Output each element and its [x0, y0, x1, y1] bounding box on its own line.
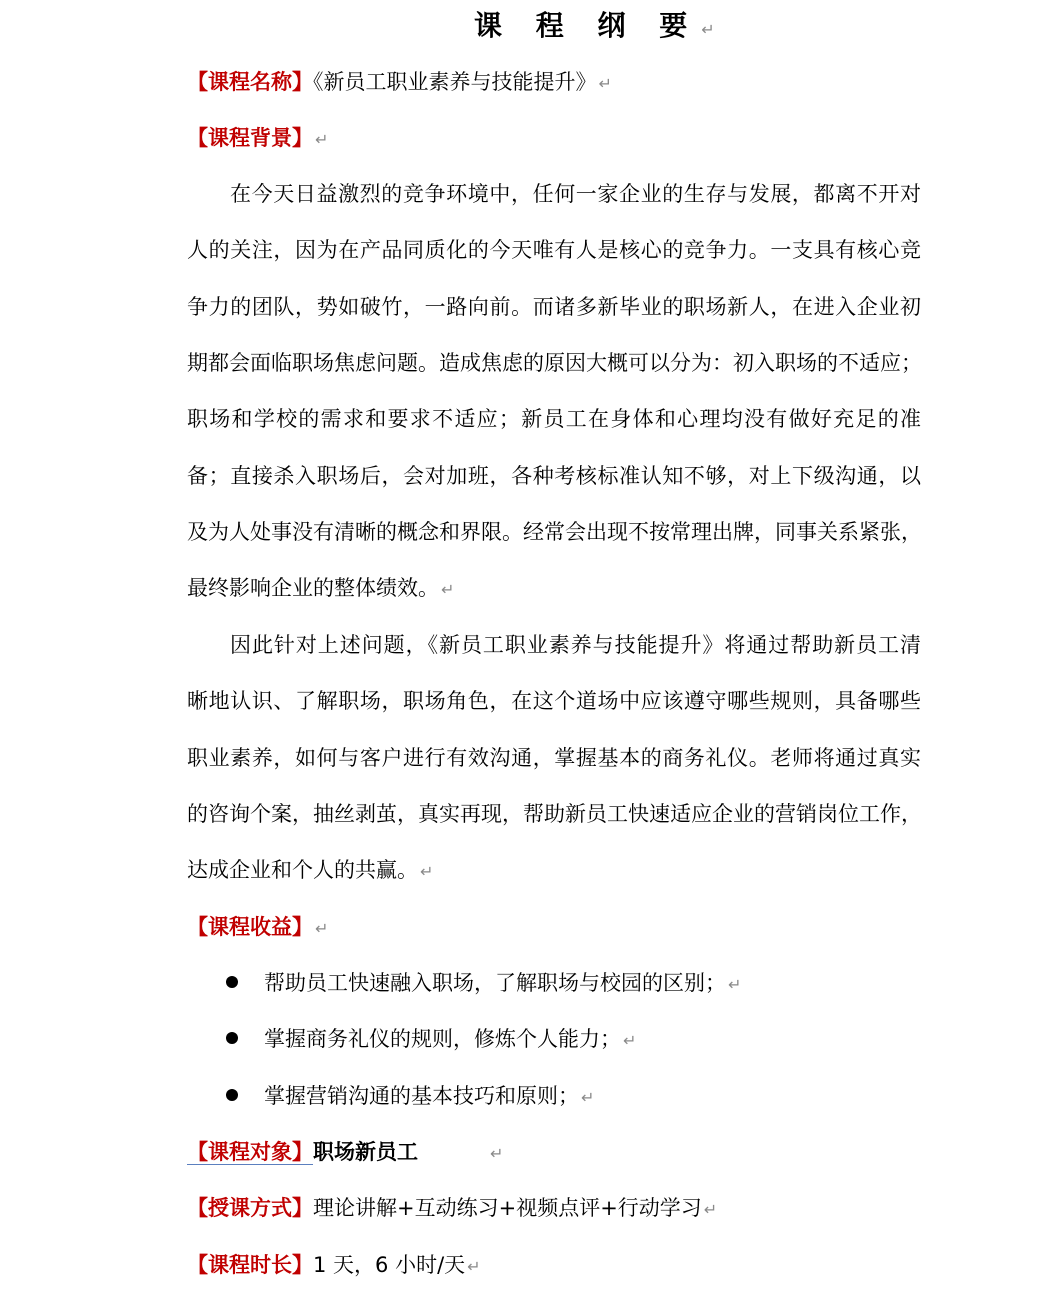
duration-row [187, 1245, 481, 1285]
document-title: 课 程 纲 要 ↵ [474, 9, 715, 42]
course-name-label: 【课程名称】 [187, 70, 313, 94]
duration-value: 1 天，6 小时/天 [313, 1253, 466, 1277]
paragraph-line: 晰地认识、了解职场，职场角色，在这个道场中应该遵守哪些规则，具备哪些 [187, 689, 921, 713]
paragraph-mark-icon: ↵ [728, 975, 742, 994]
benefit-list-item: 帮助员工快速融入职场，了解职场与校园的区别； ↵ [226, 963, 741, 1003]
paragraph-line: 人的关注，因为在产品同质化的今天唯有人是核心的竞争力。一支具有核心竞 [187, 238, 921, 262]
paragraph-line: 职业素养，如何与客户进行有效沟通，掌握基本的商务礼仪。老师将通过真实 [187, 746, 921, 770]
method-value: 理论讲解+互动练习+视频点评+行动学习 [313, 1196, 702, 1220]
paragraph-line: 的咨询个案，抽丝剥茧，真实再现，帮助新员工快速适应企业的营销岗位工作， [187, 802, 922, 826]
benefits-heading-row [187, 907, 328, 947]
paragraph-mark-icon: ↵ [701, 20, 715, 39]
benefit-list-item: 掌握营销沟通的基本技巧和原则； ↵ [226, 1076, 594, 1116]
bullet-icon [226, 976, 238, 988]
paragraph-mark-icon: ↵ [315, 919, 329, 938]
paragraph-line-last: 达成企业和个人的共赢。 ↵ [187, 858, 434, 882]
audience-row [187, 1132, 503, 1172]
paragraph-mark-icon: ↵ [581, 1088, 595, 1107]
paragraph-line: 职场和学校的需求和要求不适应；新员工在身体和心理均没有做好充足的准 [187, 407, 921, 431]
course-name-value: 《新员工职业素养与技能提升》 [313, 70, 597, 94]
background-label: 【课程背景】 [187, 126, 313, 150]
benefits-label: 【课程收益】 [187, 915, 313, 939]
paragraph-mark-icon: ↵ [490, 1144, 504, 1163]
paragraph-line: 及为人处事没有清晰的概念和界限。经常会出现不按常理出牌，同事关系紧张， [187, 520, 922, 544]
method-row [187, 1188, 717, 1228]
paragraph-mark-icon: ↵ [703, 1200, 718, 1219]
paragraph-mark-icon: ↵ [315, 130, 329, 149]
paragraph-line: 争力的团队，势如破竹，一路向前。而诸多新毕业的职场新人，在进入企业初 [187, 295, 921, 319]
duration-label: 【课程时长】 [187, 1253, 313, 1277]
paragraph-line: 在今天日益激烈的竞争环境中，任何一家企业的生存与发展，都离不开对 [230, 182, 921, 206]
paragraph-mark-icon: ↵ [598, 74, 612, 93]
paragraph-line: 因此针对上述问题，《新员工职业素养与技能提升》将通过帮助新员工清 [230, 633, 921, 657]
audience-label: 【课程对象】 [187, 1140, 313, 1164]
paragraph-line: 期都会面临职场焦虑问题。造成焦虑的原因大概可以分为：初入职场的不适应； [187, 351, 922, 375]
paragraph-line-last: 最终影响企业的整体绩效。 ↵ [187, 576, 455, 600]
audience-value: 职场新员工 [313, 1140, 418, 1164]
benefit-list-item: 掌握商务礼仪的规则，修炼个人能力； ↵ [226, 1019, 636, 1059]
bullet-icon [226, 1089, 238, 1101]
paragraph-mark-icon: ↵ [441, 580, 455, 599]
bullet-icon [226, 1032, 238, 1044]
paragraph-line: 备；直接杀入职场后，会对加班，各种考核标准认知不够，对上下级沟通，以 [187, 464, 921, 488]
method-label: 【授课方式】 [187, 1196, 313, 1220]
paragraph-mark-icon: ↵ [420, 862, 434, 881]
background-heading-row [187, 118, 328, 158]
paragraph-mark-icon: ↵ [467, 1257, 481, 1276]
course-name-row [187, 62, 612, 102]
paragraph-mark-icon: ↵ [623, 1031, 637, 1050]
